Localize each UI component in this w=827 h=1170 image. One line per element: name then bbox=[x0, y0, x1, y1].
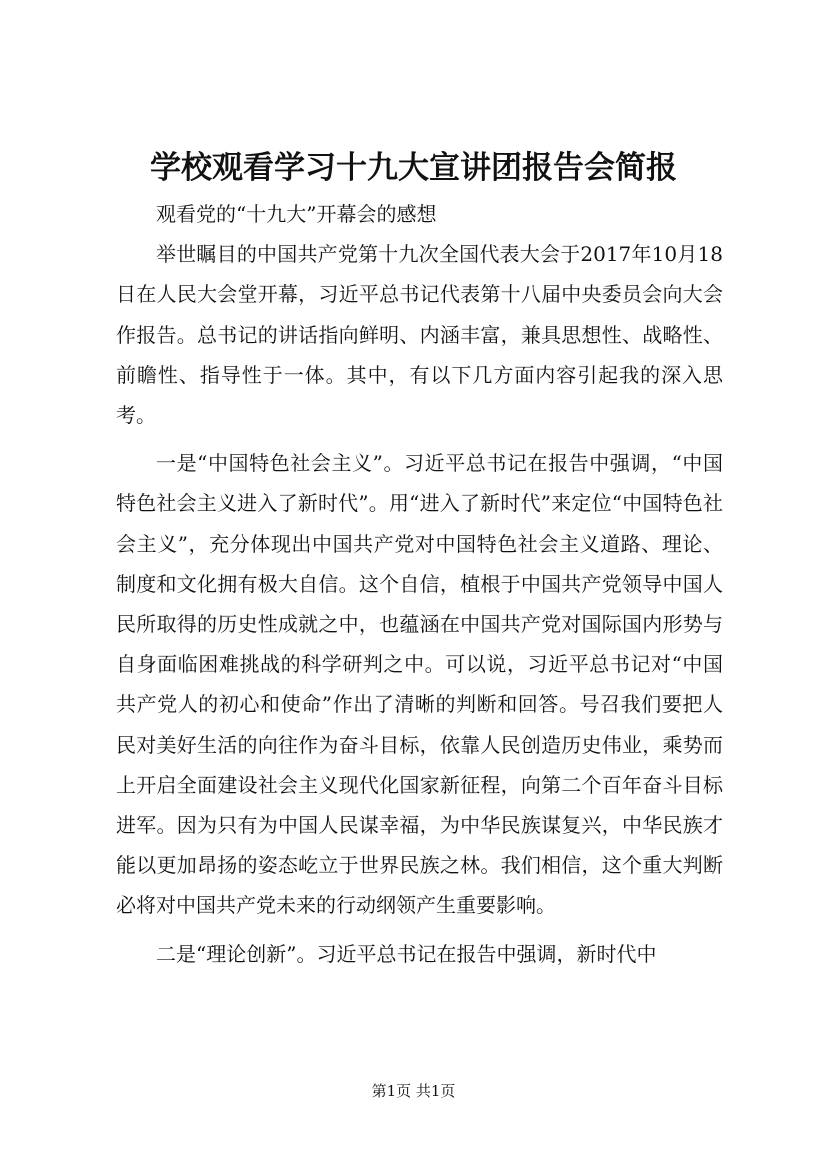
document-title: 学校观看学习十九大宣讲团报告会简报 bbox=[150, 150, 677, 186]
subheading: 观看党的“十九大”开幕会的感想 bbox=[156, 202, 437, 226]
paragraph-intro: 举世瞩目的中国共产党第十九次全国代表大会于2017年10月18日在人民大会堂开幕，习近平总书记代表第十八届中央委员会向大会作报告。总书记的讲话指向鲜明、内涵丰富，兼具思想性、战略性、前瞻性、指导性于一体。其中，有以下几方面内容引起我的深入思考。 bbox=[116, 242, 723, 428]
paragraph-point-one: 一是“中国特色社会主义”。习近平总书记在报告中强调，“中国特色社会主义进入了新时代”。用“进入了新时代”来定位“中国特色社会主义”，充分体现出中国共产党对中国特色社会主义道路、理论、制度和文化拥有极大自信。这个自信，植根于中国共产党领导中国人民所取得的历史性成就之中，也蕴涵在中国共产党对国际国内形势与自身面临困难挑战的科学研判之中。可以说，习近平总书记对“中国共产党人的初心和使命”作出了清晰的判断和回答。号召我们要把人民对美好生活的向往作为奋斗目标，依靠人民创造历史伟业，乘势而上开启全面建设社会主义现代化国家新征程，向第二个百年奋斗目标进军。因为只有为中国人民谋幸福，为中华民族谋复兴，中华民族才能以更加昂扬的姿态屹立于世界民族之林。我们相信，这个重大判断必将对中国共产党未来的行动纲领产生重要影响。 bbox=[116, 451, 723, 918]
document-body bbox=[116, 194, 723, 974]
page-footer: 第1页 共1页 bbox=[371, 1082, 456, 1100]
paragraph-point-two: 二是“理论创新”。习近平总书记在报告中强调，新时代中 bbox=[156, 941, 657, 966]
